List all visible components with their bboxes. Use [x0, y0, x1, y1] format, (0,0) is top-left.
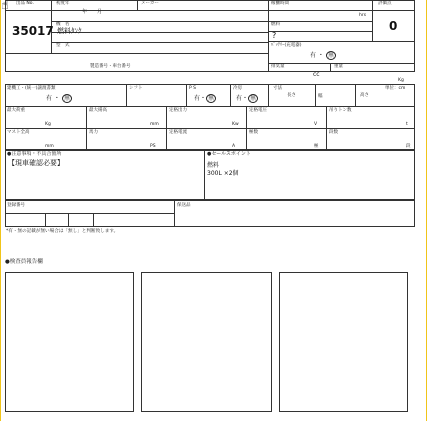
- docs-label: 建機工・(統一)譲渡書類: [7, 86, 56, 91]
- displacement-label: 排気量: [271, 64, 285, 69]
- year-month: 年 月: [82, 9, 103, 15]
- fuel-value: ?: [272, 31, 277, 40]
- fuel-label: 燃料: [271, 22, 280, 27]
- ratedout-label: 定格出力: [169, 108, 187, 113]
- weight-label: 重量: [334, 64, 343, 69]
- ratedout-unit: Kw: [232, 122, 239, 127]
- model-value: 燃料ﾀﾝｸ: [57, 27, 82, 35]
- sales-label: ●セールスポイント: [207, 151, 251, 157]
- ps-yes: 有: [194, 95, 201, 102]
- score-label: 評価点: [378, 1, 392, 6]
- hoist-label: 吊りトン数: [329, 108, 352, 113]
- hp-label: 馬力: [89, 130, 98, 135]
- length-label: 長さ: [287, 93, 296, 98]
- maxload-unit: Kg: [45, 122, 51, 127]
- weight-unit: Kg: [398, 78, 404, 83]
- maxlift-unit: mm: [150, 122, 159, 127]
- mast-unit: mm: [45, 144, 54, 149]
- docs-choice: 有 ・ 無: [46, 95, 70, 102]
- ps-choice: 有・ 無: [194, 95, 215, 102]
- type-label: 型 式: [56, 43, 70, 48]
- cold-no: 無: [250, 95, 257, 102]
- reg-label: 登録番号: [7, 203, 25, 208]
- accent-line-right: [426, 0, 427, 421]
- score-value: 0: [389, 19, 398, 33]
- inspector-box-3: [279, 272, 408, 412]
- mast-label: マスト全高: [7, 130, 30, 135]
- inspector-title: ●検査員報告欄: [5, 259, 43, 265]
- ratedcurrent-unit: A: [232, 144, 236, 149]
- displacement-value: cc: [313, 71, 320, 78]
- docs-yes: 有: [46, 95, 53, 102]
- maxlift-label: 最大揚高: [89, 108, 107, 113]
- sales-line1: 燃料: [207, 162, 220, 169]
- width-label: 幅: [318, 94, 323, 99]
- ratedvolt-label: 定格電圧: [249, 108, 267, 113]
- maker-label: メーカー: [141, 1, 159, 6]
- stages-label: 段数: [329, 130, 338, 135]
- cold-yes: 有: [236, 95, 243, 102]
- inspector-box-1: [5, 272, 134, 412]
- maxload-label: 最大荷重: [7, 108, 25, 113]
- battery-label: ﾊﾞｯﾃﾘｰ(充電器): [271, 43, 302, 48]
- inspector-box-2: [141, 272, 272, 412]
- ps-label: P S: [189, 86, 197, 91]
- ratedvolt-unit: V: [314, 122, 318, 127]
- lot-label: 出品 No.: [16, 1, 34, 6]
- accent-line-left: [0, 0, 1, 421]
- footnote: *有・無の記載が無い場合は「無し」と判断致します。: [6, 229, 119, 234]
- stages-unit: 段: [406, 144, 411, 149]
- sales-line2: 300L ×2個: [207, 170, 239, 177]
- hand-cursor-icon: ☝: [1, 0, 9, 13]
- cold-choice: 有・ 無: [236, 95, 257, 102]
- lot-value: 35017: [12, 24, 54, 38]
- poles-label: 極数: [249, 130, 258, 135]
- docs-no: 無: [63, 95, 70, 102]
- hoist-unit: t: [406, 122, 408, 127]
- model-label: 機 名: [56, 22, 70, 27]
- shift-label: シフト: [129, 86, 143, 91]
- caution-label: ●注意事項・不具合箇所: [7, 151, 62, 157]
- dim-unit: 単位：cm: [385, 86, 406, 91]
- insurance-label: 保送品: [177, 203, 191, 208]
- battery-no: 無: [327, 52, 334, 59]
- height-label: 高さ: [360, 93, 369, 98]
- dimension-label: 寸法: [273, 86, 282, 91]
- hours-label: 稼働時間: [271, 1, 289, 6]
- hours-unit: hrs: [359, 13, 367, 18]
- battery-yes: 有: [310, 52, 317, 59]
- poles-unit: 極: [314, 144, 319, 149]
- year-label: 初度年: [56, 1, 70, 6]
- cold-label: 冷房: [233, 86, 242, 91]
- hp-unit: PS: [150, 144, 156, 149]
- serial-label: 製造番号・車台番号: [90, 64, 131, 69]
- battery-choice: 有 ・ 無: [310, 52, 334, 59]
- ratedcurrent-label: 定格電流: [169, 130, 187, 135]
- caution-value: 【現車確認必要】: [8, 159, 64, 167]
- ps-no: 無: [208, 95, 215, 102]
